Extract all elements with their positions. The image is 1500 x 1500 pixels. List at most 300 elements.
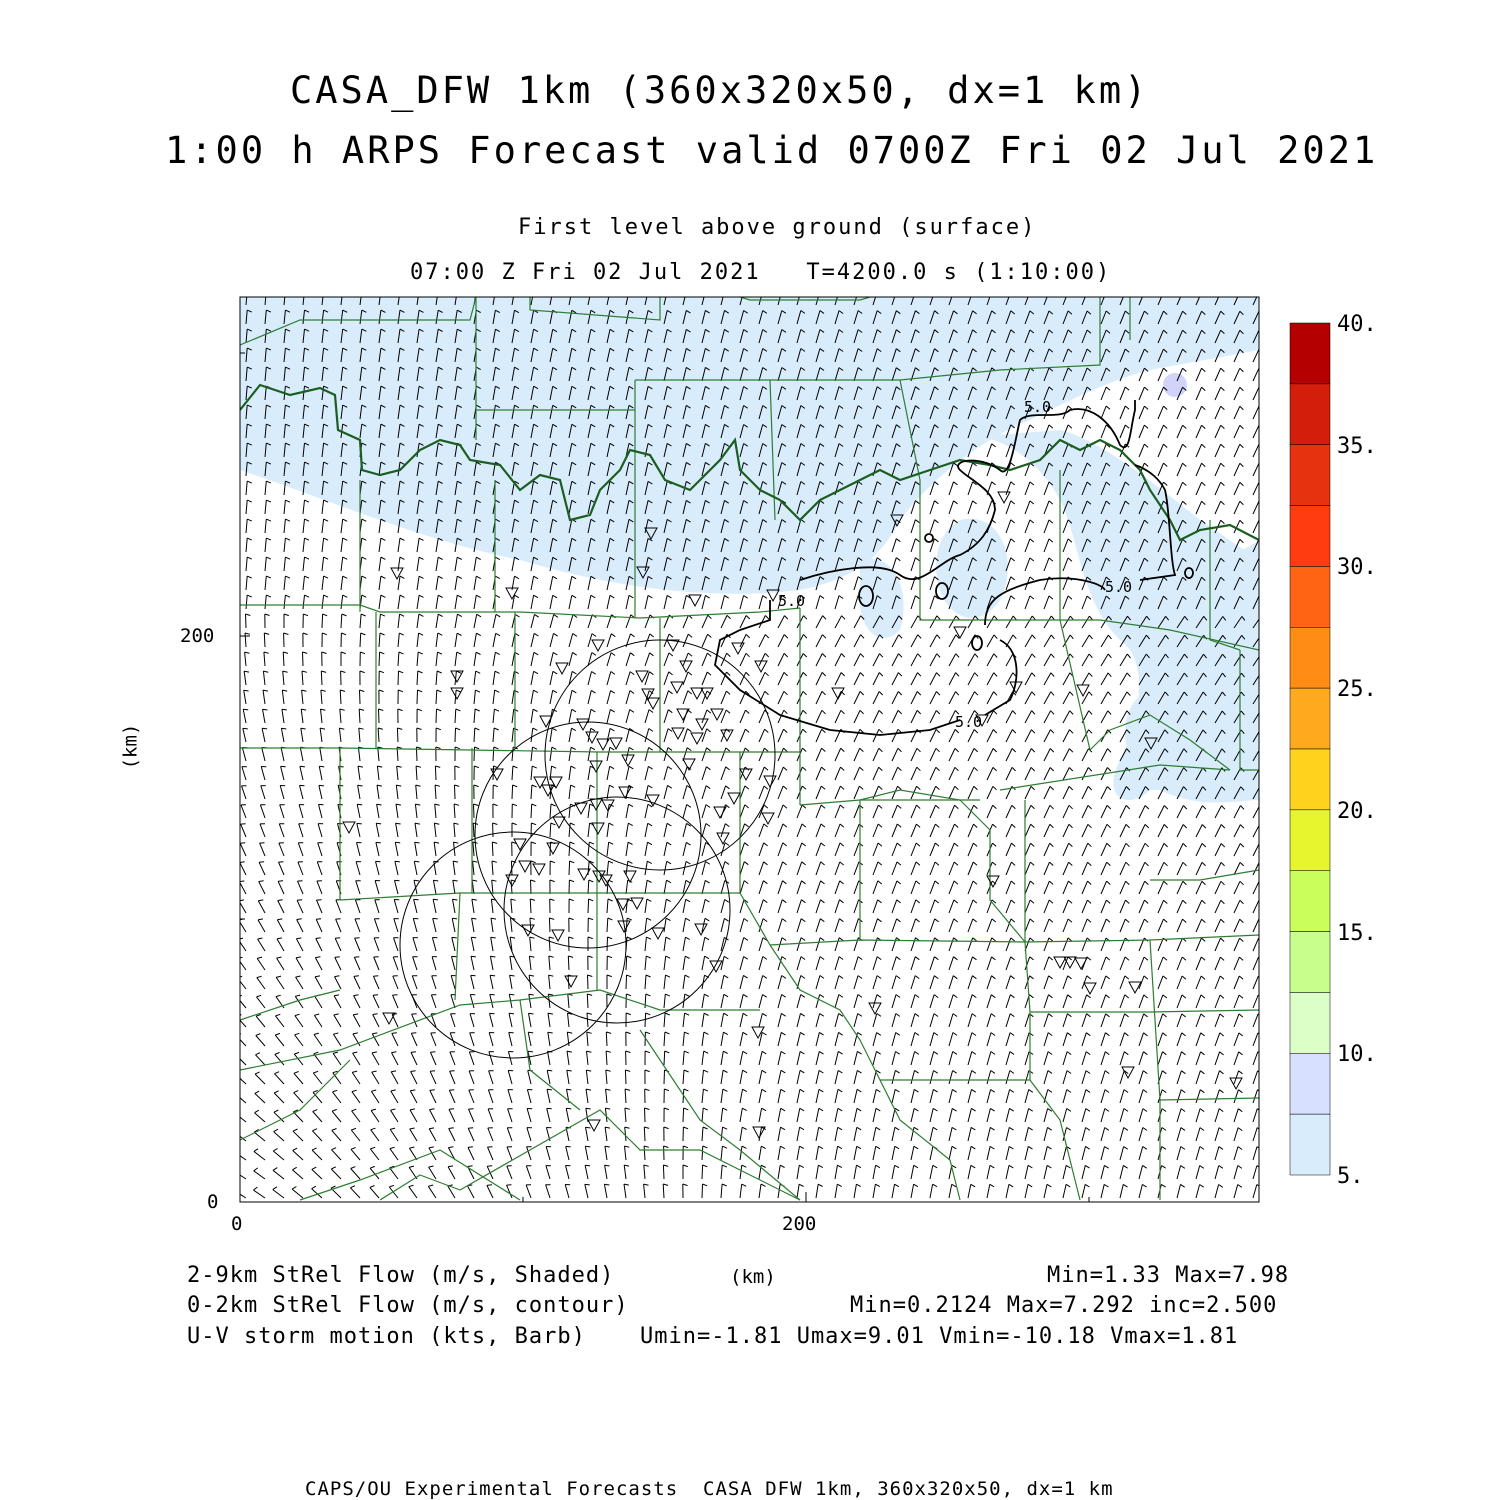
wind-barb: [356, 862, 360, 875]
wind-barb-flag: [1183, 900, 1187, 903]
wind-barb-flag: [285, 538, 290, 540]
wind-barb-flag: [1201, 976, 1205, 979]
wind-barb: [373, 995, 379, 1008]
wind-barb-flag: [1261, 654, 1264, 658]
wind-barb: [759, 1146, 761, 1160]
wind-barb-flag: [240, 862, 245, 863]
wind-barb-flag: [895, 1146, 899, 1149]
wind-barb-flag: [549, 937, 554, 938]
wind-barb: [284, 500, 285, 514]
wind-barb: [315, 958, 322, 970]
wind-barb-flag: [530, 899, 535, 900]
wind-barb: [489, 1071, 493, 1084]
wind-barb: [1101, 1109, 1105, 1123]
wind-barb: [911, 843, 916, 856]
wind-barb: [336, 900, 341, 913]
wind-barb: [1196, 406, 1202, 419]
wind-barb: [987, 938, 992, 951]
wind-barb: [1044, 1014, 1048, 1027]
wind-barb-flag: [263, 690, 268, 691]
wind-barb: [295, 1035, 303, 1046]
wind-barb: [1177, 825, 1183, 838]
wind-barb: [1082, 824, 1088, 837]
wind-barb-flag: [842, 616, 845, 620]
wind-barb: [645, 994, 646, 1008]
wind-barb-flag: [456, 690, 461, 692]
wind-barb: [1025, 900, 1030, 913]
wind-barb: [435, 766, 436, 780]
wind-barb: [393, 976, 398, 989]
wind-barb: [1253, 387, 1259, 400]
wind-barb: [816, 786, 821, 799]
wind-barb: [987, 616, 994, 628]
wind-barb-flag: [936, 711, 940, 715]
wind-barb-flag: [991, 1090, 995, 1093]
wind-barb: [1234, 844, 1240, 857]
wind-barb: [1234, 1071, 1239, 1084]
wind-barb: [835, 805, 840, 818]
wind-barb: [740, 900, 744, 913]
wind-barb: [588, 576, 591, 590]
wind-barb-flag: [666, 937, 671, 939]
wind-barb: [721, 786, 726, 799]
wind-barb-flag: [954, 919, 958, 922]
wind-barb: [911, 1033, 915, 1047]
wind-barb: [549, 956, 550, 970]
wind-barb-flag: [763, 995, 767, 998]
wind-barb: [455, 557, 457, 571]
wind-barb-flag: [746, 653, 750, 657]
wind-barb-flag: [534, 633, 538, 636]
wind-barb-flag: [1239, 1014, 1243, 1017]
wind-barb-flag: [380, 633, 385, 635]
wind-barb: [1120, 900, 1126, 913]
wind-barb-flag: [859, 881, 863, 884]
wind-barb-flag: [782, 919, 786, 922]
wind-barb: [510, 956, 512, 970]
wind-barb: [455, 614, 457, 628]
wind-barb: [911, 767, 917, 780]
wind-barb: [1234, 1128, 1238, 1141]
wind-barb-flag: [457, 614, 461, 616]
wind-barb-flag: [934, 995, 938, 998]
wind-barb-flag: [703, 1127, 708, 1129]
wind-barb: [474, 557, 476, 571]
wind-barb: [1139, 1033, 1144, 1046]
wind-barb: [1006, 711, 1013, 723]
wind-barb: [1044, 711, 1051, 723]
wind-barb: [398, 538, 400, 552]
wind-barb-flag: [238, 938, 243, 939]
wind-barb-flag: [991, 1052, 995, 1055]
wind-barb-flag: [1260, 749, 1263, 753]
wind-barb-flag: [840, 843, 844, 846]
wind-barb-flag: [358, 766, 363, 767]
wind-barb: [645, 1108, 646, 1122]
wind-barb-flag: [897, 881, 901, 884]
wind-barb: [1177, 482, 1183, 495]
wind-barb-flag: [1011, 862, 1015, 865]
wind-barb: [664, 785, 668, 799]
wind-barb-flag: [761, 1146, 765, 1148]
wind-barb-flag: [725, 843, 729, 846]
wind-barb: [797, 1108, 800, 1122]
wind-barb: [1158, 406, 1164, 419]
wind-barb: [873, 900, 878, 913]
wind-barb: [413, 938, 417, 951]
wind-barb: [797, 1051, 800, 1065]
wind-barb-flag: [548, 1013, 553, 1014]
wind-barb: [1139, 387, 1144, 400]
wind-barb: [566, 1146, 569, 1160]
wind-barb-flag: [513, 766, 518, 768]
wind-barb: [949, 616, 956, 628]
wind-barb: [1253, 1071, 1258, 1084]
wind-barb: [759, 1070, 762, 1084]
wind-barb: [1101, 976, 1106, 989]
wind-barb-flag: [609, 842, 614, 844]
wind-barb: [433, 899, 436, 913]
wind-barb: [451, 995, 455, 1008]
wind-barb: [911, 673, 918, 685]
wind-barb: [1253, 900, 1259, 913]
wind-barb: [531, 652, 534, 666]
wind-barb-flag: [438, 614, 442, 616]
wind-barb: [321, 709, 323, 723]
wind-barb-flag: [896, 1014, 900, 1017]
wind-barb: [664, 842, 667, 856]
wind-barb-flag: [567, 1089, 572, 1090]
wind-barb-flag: [472, 899, 477, 900]
wind-barb-flag: [1163, 1033, 1167, 1036]
wind-barb: [759, 786, 764, 799]
wind-barb-flag: [354, 976, 359, 977]
wind-barb: [1215, 406, 1221, 419]
wind-barb: [238, 939, 246, 951]
wind-barb: [702, 767, 706, 780]
wind-barb-flag: [455, 747, 460, 749]
wind-barb-flag: [857, 1127, 861, 1130]
wind-barb: [930, 1033, 934, 1047]
wind-barb: [1215, 938, 1221, 951]
wind-barb-flag: [416, 766, 421, 767]
wind-barb: [1025, 1033, 1029, 1046]
wind-barb: [354, 976, 360, 989]
wind-barb-flag: [934, 1071, 938, 1074]
wind-barb-flag: [688, 653, 692, 656]
wind-barb-flag: [782, 957, 786, 960]
wind-barb: [1253, 425, 1259, 438]
wind-barb-flag: [726, 729, 730, 732]
wind-barb-flag: [434, 823, 439, 824]
wind-barb: [911, 995, 915, 1008]
wind-barb: [417, 576, 419, 590]
wind-barb: [449, 1129, 455, 1142]
wind-barb-flag: [684, 1108, 689, 1110]
wind-barb-flag: [276, 995, 281, 996]
wind-barb: [1101, 787, 1107, 800]
wind-barb-flag: [1221, 938, 1225, 941]
wind-barb: [1196, 938, 1201, 951]
wind-barb-flag: [351, 1148, 356, 1150]
wind-barb: [930, 1071, 934, 1085]
wind-barb: [778, 805, 783, 818]
wind-barb: [1025, 635, 1032, 647]
wind-barb: [398, 652, 399, 666]
wind-barb-flag: [449, 1128, 454, 1129]
wind-barb-flag: [1143, 1128, 1147, 1131]
wind-barb: [607, 918, 608, 932]
wind-barb: [968, 957, 973, 970]
wind-barb-flag: [1124, 1090, 1128, 1093]
wind-barb: [436, 595, 438, 609]
wind-barb-flag: [629, 747, 633, 750]
wind-barb: [683, 1070, 684, 1084]
wind-barb: [391, 1072, 398, 1084]
wind-barb-flag: [514, 728, 519, 730]
wind-barb-flag: [973, 862, 977, 865]
wind-barb: [1139, 444, 1144, 457]
wind-barb: [854, 1108, 857, 1122]
wind-barb-flag: [1125, 425, 1129, 428]
wind-barb: [391, 1091, 398, 1103]
wind-barb: [315, 996, 322, 1008]
wind-barb: [1196, 1071, 1200, 1084]
wind-barb: [930, 995, 934, 1008]
wind-barb: [835, 691, 841, 704]
wind-barb: [968, 463, 973, 476]
wind-barb-flag: [343, 595, 348, 597]
wind-barb-flag: [495, 671, 500, 673]
wind-barb-flag: [1183, 463, 1187, 466]
wind-barb-flag: [474, 785, 479, 787]
wind-barb-flag: [277, 938, 282, 939]
wind-barb: [987, 1127, 990, 1141]
wind-barb: [740, 862, 744, 875]
wind-barb-flag: [1029, 995, 1033, 998]
wind-barb: [1006, 976, 1011, 989]
wind-barb-flag: [399, 633, 404, 635]
wind-barb: [664, 653, 669, 666]
wind-barb-flag: [973, 938, 977, 941]
wind-barb: [854, 635, 861, 647]
wind-barb-flag: [784, 672, 788, 676]
wind-barb: [968, 1033, 972, 1046]
wind-barb-flag: [587, 1013, 592, 1014]
wind-barb: [1139, 824, 1145, 837]
wind-barb-flag: [974, 786, 978, 789]
wind-barb: [243, 709, 246, 723]
wind-barb: [873, 1033, 877, 1047]
wind-barb-flag: [666, 975, 671, 977]
wind-barb: [371, 1091, 379, 1103]
wind-barb: [549, 937, 550, 951]
wind-barb-flag: [1201, 1033, 1205, 1036]
wind-barb-flag: [320, 728, 325, 729]
wind-barb: [531, 614, 535, 628]
wind-barb-flag: [1163, 976, 1167, 979]
wind-barb-flag: [284, 633, 289, 635]
wind-barb-flag: [1258, 1071, 1262, 1074]
wind-barb: [702, 786, 706, 799]
wind-barb: [1101, 711, 1108, 723]
wind-barb: [1063, 616, 1070, 628]
wind-barb-flag: [352, 1090, 357, 1091]
wind-barb-flag: [1069, 805, 1073, 809]
wind-barb-flag: [1011, 292, 1015, 295]
wind-barb-flag: [838, 1146, 842, 1149]
wind-barb: [1101, 1090, 1105, 1103]
wind-barb: [835, 1014, 839, 1028]
wind-barb: [474, 614, 477, 628]
wind-barb-flag: [649, 672, 653, 675]
wind-barb: [854, 881, 859, 894]
wind-barb-flag: [1011, 558, 1015, 561]
wind-barb: [892, 843, 897, 856]
wind-barb-flag: [1124, 1147, 1128, 1150]
wind-barb: [397, 766, 398, 780]
wind-barb-flag: [991, 1033, 995, 1036]
wind-barb: [892, 1089, 895, 1103]
wind-barb: [263, 690, 265, 704]
wind-barb-flag: [1182, 995, 1186, 998]
wind-barb: [319, 766, 322, 780]
wind-barb: [816, 881, 821, 894]
wind-barb: [413, 919, 417, 933]
wind-barb: [488, 1128, 493, 1141]
wind-barb-flag: [975, 673, 978, 677]
wind-barb-flag: [1164, 292, 1168, 295]
wind-barb: [645, 937, 646, 951]
wind-barb-flag: [490, 994, 495, 995]
wind-barb: [1101, 1052, 1105, 1065]
wind-barb-flag: [686, 291, 690, 294]
wind-barb-flag: [1145, 843, 1149, 847]
wind-barb: [468, 1128, 474, 1141]
wind-barb-flag: [592, 672, 596, 675]
wind-barb: [246, 614, 247, 628]
wind-barb: [1215, 806, 1222, 818]
wind-barb-flag: [591, 709, 595, 712]
wind-barb-flag: [914, 1127, 918, 1130]
wind-barb: [469, 1109, 475, 1122]
wind-barb-flag: [1144, 387, 1148, 390]
wind-barb-flag: [1240, 463, 1244, 466]
level-label: First level above ground (surface): [518, 215, 1037, 240]
wind-barb: [930, 577, 935, 590]
wind-barb-flag: [668, 748, 672, 751]
wind-barb: [263, 671, 265, 685]
wind-barb-flag: [896, 957, 900, 960]
wind-barb: [1139, 957, 1144, 970]
wind-barb-flag: [1105, 1033, 1109, 1036]
wind-barb: [527, 1090, 531, 1104]
wind-barb-flag: [285, 291, 290, 293]
wind-barb: [277, 920, 284, 932]
wind-barb-flag: [294, 1091, 299, 1093]
wind-barb-flag: [935, 824, 939, 827]
wind-barb: [835, 900, 840, 913]
wind-barb-flag: [783, 805, 787, 808]
wind-barb: [987, 501, 992, 514]
wind-barb: [313, 1092, 322, 1103]
wind-barb: [1253, 406, 1259, 419]
wind-barb: [607, 842, 609, 856]
wind-barb-flag: [842, 635, 845, 639]
wind-barb: [1082, 995, 1087, 1008]
wind-barb-flag: [800, 1070, 804, 1073]
wind-barb: [1006, 1071, 1010, 1085]
wind-barb: [281, 766, 284, 780]
wind-barb: [531, 880, 532, 894]
wind-barb: [1234, 900, 1240, 913]
wind-barb: [1234, 881, 1240, 894]
wind-barb: [835, 1108, 838, 1122]
wind-barb: [246, 481, 247, 495]
wind-barb: [531, 747, 533, 761]
wind-barb: [1158, 995, 1163, 1008]
wind-barb: [816, 957, 820, 970]
wind-barb-flag: [302, 690, 307, 691]
wind-barb-flag: [896, 558, 900, 561]
wind-barb: [1253, 482, 1259, 495]
wind-barb: [1196, 825, 1202, 838]
wind-barb: [644, 1146, 645, 1160]
wind-barb-flag: [324, 291, 329, 293]
wind-barb-flag: [305, 291, 310, 293]
wind-barb-flag: [1070, 654, 1073, 658]
wind-barb: [341, 519, 343, 533]
wind-barb: [759, 1089, 762, 1103]
wind-barb-flag: [1047, 1146, 1051, 1149]
wind-barb: [1044, 596, 1049, 609]
wind-barb: [626, 842, 628, 856]
wind-barb: [1177, 1052, 1182, 1065]
wind-barb-flag: [240, 843, 245, 844]
wind-barb: [835, 1032, 839, 1046]
wind-barb: [683, 595, 686, 609]
wind-barb-flag: [321, 709, 326, 710]
wind-barb-flag: [438, 633, 443, 635]
wind-barb-flag: [708, 634, 712, 637]
wind-barb-flag: [956, 654, 959, 658]
wind-barb-flag: [362, 595, 367, 597]
wind-barb-flag: [549, 956, 554, 957]
wind-barb-flag: [296, 976, 301, 977]
wind-barb-flag: [285, 595, 290, 597]
wind-barb: [320, 728, 322, 742]
wind-barb: [413, 957, 417, 970]
wind-barb-flag: [399, 671, 404, 673]
wind-barb: [607, 766, 610, 780]
wind-barb: [968, 730, 974, 743]
wind-barb-flag: [531, 823, 536, 825]
wind-barb-flag: [567, 1070, 572, 1071]
wind-barb-flag: [685, 937, 689, 939]
wind-barb: [702, 1089, 703, 1103]
wind-barb-flag: [1260, 806, 1263, 810]
wind-barb-flag: [1088, 881, 1092, 884]
wind-barb-flag: [802, 805, 806, 808]
wind-barb-flag: [532, 766, 537, 768]
wind-barb-flag: [1220, 957, 1224, 960]
wind-barb-flag: [954, 482, 958, 485]
wind-barb-flag: [553, 291, 557, 294]
wind-barb-flag: [897, 919, 901, 922]
wind-barb-flag: [312, 1148, 317, 1150]
wind-barb-flag: [392, 1052, 397, 1053]
wind-barb: [360, 633, 361, 647]
